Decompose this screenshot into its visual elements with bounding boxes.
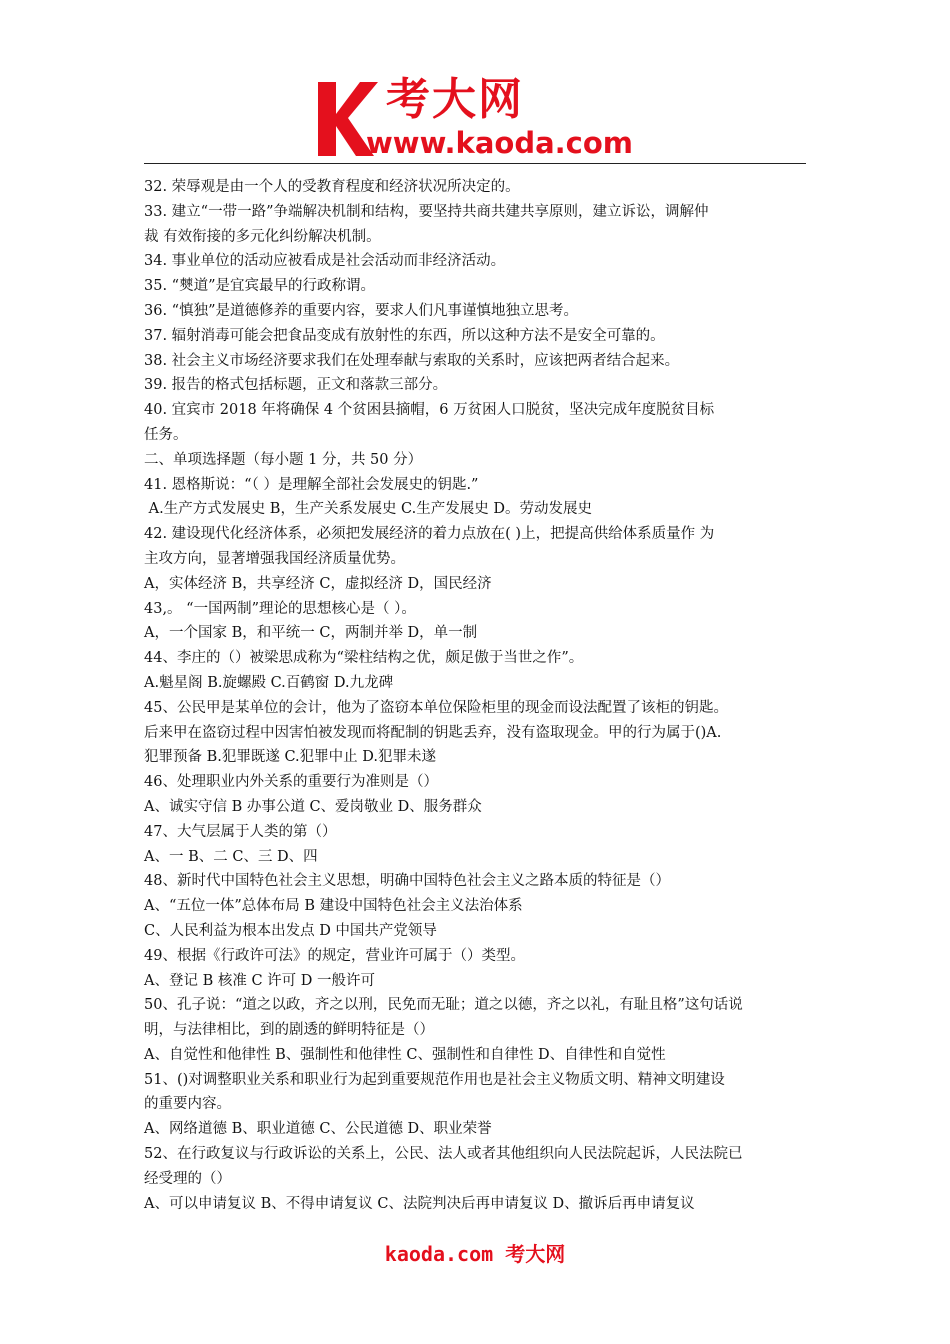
text-line: 35. “僰道”是宜宾最早的行政称谓。	[144, 278, 375, 295]
text-line: 45、公民甲是某单位的会计，他为了盗窃本单位保险柜里的现金而设法配置了该柜的钥匙。	[144, 699, 728, 716]
logo-title: 考大网	[386, 74, 524, 125]
text-line: 42. 建设现代化经济体系，必须把发展经济的着力点放在( )上，把提高供给体系质量作 为	[144, 526, 715, 543]
text-line: A.魁星阁 B.旋螺殿 C.百鹤窗 D.九龙碑	[144, 674, 394, 691]
text-line: 40. 宜宾市 2018 年将确保 4 个贫困县摘帽，6 万贫困人口脱贫，坚决完成年度脱贫目标	[144, 402, 715, 419]
text-line: 39. 报告的格式包括标题，正文和落款三部分。	[144, 377, 448, 394]
text-line: 38. 社会主义市场经济要求我们在处理奉献与索取的关系时，应该把两者结合起来。	[144, 352, 680, 369]
text-line: A，实体经济 B，共享经济 C，虚拟经济 D，国民经济	[144, 575, 492, 592]
text-line: 裁 有效衔接的多元化纠纷解决机制。	[144, 228, 381, 245]
text-line: 44、李庄的（）被梁思成称为“梁柱结构之优，颇足傲于当世之作”。	[144, 650, 584, 667]
text-line: 51、()对调整职业关系和职业行为起到重要规范作用也是社会主义物质文明、精神文明建设	[144, 1071, 725, 1088]
text-line: 41. 恩格斯说：“（ ）是理解全部社会发展史的钥匙.”	[144, 476, 479, 493]
text-line: A、一 B、二 C、三 D、四	[144, 848, 318, 865]
text-line: A、诚实守信 B 办事公道 C、爱岗敬业 D、服务群众	[144, 798, 482, 815]
footer-brand: kaoda.com 考大网	[384, 1242, 566, 1266]
logo-url: www.kaoda.com	[366, 126, 633, 160]
text-line: 34. 事业单位的活动应被看成是社会活动而非经济活动。	[144, 253, 506, 270]
text-line: A.生产方式发展史 B，生产关系发展史 C.生产发展史 D。劳动发展史	[144, 501, 592, 518]
text-line: 49、根据《行政许可法》的规定，营业许可属于（）类型。	[144, 947, 525, 964]
text-line: A、“五位一体”总体布局 B 建设中国特色社会主义法治体系	[144, 898, 523, 915]
document-body	[144, 175, 808, 1216]
text-line: 后来甲在盗窃过程中因害怕被发现而将配制的钥匙丢弃，没有盗取现金。甲的行为属于()A.	[144, 724, 722, 741]
text-line: 任务。	[144, 426, 188, 443]
text-line: 50、孔子说：“道之以政，齐之以刑，民免而无耻；道之以德，齐之以礼，有耻且格”这句话说	[144, 997, 743, 1014]
text-line: 犯罪预备 B.犯罪既遂 C.犯罪中止 D.犯罪未遂	[144, 749, 436, 766]
section-heading: 二、单项选择题（每小题 1 分，共 50 分）	[144, 451, 423, 468]
text-line: A、可以申请复议 B、不得申请复议 C、法院判决后再申请复议 D、撤诉后再申请复议	[144, 1195, 695, 1212]
text-line: 33. 建立“一带一路”争端解决机制和结构，要坚持共商共建共享原则，建立诉讼，调解仲	[144, 203, 709, 220]
text-line: A、网络道德 B、职业道德 C、公民道德 D、职业荣誉	[144, 1121, 492, 1138]
text-line: C、人民利益为根本出发点 D 中国共产党领导	[144, 922, 437, 939]
text-line: 36. “慎独”是道德修养的重要内容，要求人们凡事谨慎地独立思考。	[144, 302, 578, 319]
text-line: 经受理的（）	[144, 1170, 231, 1187]
text-line: 48、新时代中国特色社会主义思想，明确中国特色社会主义之路本质的特征是（）	[144, 873, 670, 890]
text-line: 的重要内容。	[144, 1096, 231, 1113]
text-line: 52、在行政复议与行政诉讼的关系上，公民、法人或者其他组织向人民法院起诉，人民法院已	[144, 1146, 743, 1163]
text-line: A、自觉性和他律性 B、强制性和他律性 C、强制性和自律性 D、自律性和自觉性	[144, 1046, 666, 1063]
text-line: 43,。 “一国两制”理论的思想核心是（ ）。	[144, 600, 416, 617]
text-line: A、登记 B 核准 C 许可 D 一般许可	[144, 972, 376, 989]
text-line: 明，与法律相比，到的剧透的鲜明特征是（）	[144, 1022, 434, 1039]
text-line: 46、处理职业内外关系的重要行为准则是（）	[144, 774, 438, 791]
text-line: 32. 荣辱观是由一个人的受教育程度和经济状况所决定的。	[144, 179, 520, 195]
text-line: 主攻方向，显著增强我国经济质量优势。	[144, 550, 405, 567]
kaoda-logo	[316, 74, 646, 160]
header-divider	[144, 163, 806, 164]
text-line: 37. 辐射消毒可能会把食品变成有放射性的东西，所以这种方法不是安全可靠的。	[144, 327, 665, 344]
text-line: A，一个国家 B，和平统一 C，两制并举 D，单一制	[144, 625, 478, 642]
text-line: 47、大气层属于人类的第（）	[144, 823, 337, 840]
